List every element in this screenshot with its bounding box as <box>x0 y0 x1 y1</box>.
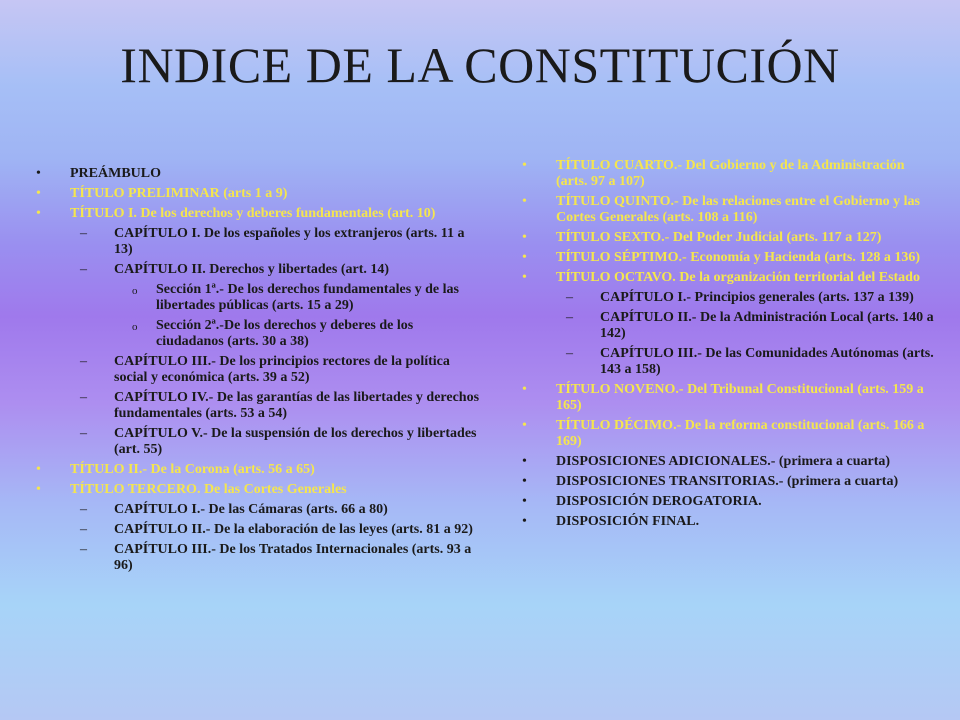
bullet-icon: • <box>522 494 527 509</box>
bullet-icon: • <box>36 166 41 181</box>
index-entry <box>36 262 480 278</box>
bullet-icon: • <box>522 418 527 433</box>
index-entry-text: CAPÍTULO III.- De las Comunidades Autónomas (arts. 143 a 158) <box>600 346 934 377</box>
right-index-list <box>522 158 934 530</box>
bullet-icon: • <box>522 194 527 209</box>
index-entry-text: TÍTULO CUARTO.- Del Gobierno y de la Administración (arts. 97 a 107) <box>556 158 905 189</box>
index-entry <box>522 454 934 470</box>
index-entry-text: CAPÍTULO II. Derechos y libertades (art. 14) <box>114 262 390 277</box>
bullet-icon: • <box>36 186 41 201</box>
index-entry <box>522 382 934 414</box>
index-entry <box>36 186 480 202</box>
bullet-icon: • <box>522 230 527 245</box>
index-entry <box>522 346 934 378</box>
index-entry <box>36 226 480 258</box>
dash-icon: – <box>80 542 87 557</box>
index-entry-text: TÍTULO TERCERO. De las Cortes Generales <box>70 482 347 497</box>
index-entry-text: CAPÍTULO I.- De las Cámaras (arts. 66 a 80) <box>114 502 388 517</box>
index-entry-text: TÍTULO NOVENO.- Del Tribunal Constitucional (arts. 159 a 165) <box>556 382 924 413</box>
bullet-icon: • <box>36 462 41 477</box>
index-entry <box>522 310 934 342</box>
index-entry-text: CAPÍTULO III.- De los Tratados Internacionales (arts. 93 a 96) <box>114 542 472 573</box>
circle-bullet-icon: o <box>132 321 138 333</box>
index-entry-text: TÍTULO OCTAVO. De la organización territorial del Estado <box>556 270 920 285</box>
index-entry-text: TÍTULO PRELIMINAR (arts 1 a 9) <box>70 186 288 201</box>
index-entry <box>36 354 480 386</box>
dash-icon: – <box>80 426 87 441</box>
index-entry-text: CAPÍTULO II.- De la Administración Local (arts. 140 a 142) <box>600 310 934 341</box>
dash-icon: – <box>80 522 87 537</box>
left-index-list <box>36 166 480 574</box>
index-entry <box>522 290 934 306</box>
index-entry-text: DISPOSICIÓN DEROGATORIA. <box>556 494 762 509</box>
index-entry-text: CAPÍTULO V.- De la suspensión de los derechos y libertades (art. 55) <box>114 426 477 457</box>
index-entry-text: DISPOSICIÓN FINAL. <box>556 514 700 529</box>
left-column <box>36 166 480 578</box>
index-entry-text: PREÁMBULO <box>70 166 161 181</box>
dash-icon: – <box>566 290 573 305</box>
index-entry-text: CAPÍTULO I. De los españoles y los extranjeros (arts. 11 a 13) <box>114 226 465 257</box>
index-entry <box>36 462 480 478</box>
index-entry <box>36 482 480 498</box>
index-entry-text: CAPÍTULO II.- De la elaboración de las leyes (arts. 81 a 92) <box>114 522 473 537</box>
index-entry <box>522 474 934 490</box>
index-entry-text: DISPOSICIONES TRANSITORIAS.- (primera a cuarta) <box>556 474 899 489</box>
dash-icon: – <box>80 354 87 369</box>
dash-icon: – <box>566 346 573 361</box>
index-entry <box>36 502 480 518</box>
index-entry <box>36 390 480 422</box>
bullet-icon: • <box>522 474 527 489</box>
bullet-icon: • <box>522 250 527 265</box>
index-entry <box>36 206 480 222</box>
index-entry <box>522 230 934 246</box>
dash-icon: – <box>80 390 87 405</box>
bullet-icon: • <box>522 158 527 173</box>
index-entry-text: TÍTULO I. De los derechos y deberes fundamentales (art. 10) <box>70 206 436 221</box>
index-entry <box>36 542 480 574</box>
bullet-icon: • <box>522 270 527 285</box>
index-entry <box>36 282 480 314</box>
index-entry <box>522 418 934 450</box>
index-entry <box>36 522 480 538</box>
index-entry <box>36 166 480 182</box>
page-title: INDICE DE LA CONSTITUCIÓN <box>120 37 840 93</box>
index-entry-text: DISPOSICIONES ADICIONALES.- (primera a cuarta) <box>556 454 891 469</box>
index-entry-text: CAPÍTULO I.- Principios generales (arts. 137 a 139) <box>600 290 914 305</box>
index-entry-text: Sección 2ª.-De los derechos y deberes de los ciudadanos (arts. 30 a 38) <box>156 318 414 349</box>
index-entry <box>522 250 934 266</box>
bullet-icon: • <box>522 454 527 469</box>
index-entry-text: CAPÍTULO III.- De los principios rectores de la política social y económica (arts. 39 a 52) <box>114 354 450 385</box>
bullet-icon: • <box>36 206 41 221</box>
index-entry <box>522 514 934 530</box>
index-entry-text: TÍTULO II.- De la Corona (arts. 56 a 65) <box>70 462 315 477</box>
index-entry <box>522 158 934 190</box>
dash-icon: – <box>80 502 87 517</box>
index-entry <box>522 194 934 226</box>
index-entry-text: CAPÍTULO IV.- De las garantías de las libertades y derechos fundamentales (arts. 53 a 54) <box>114 390 480 421</box>
index-entry-text: TÍTULO SEXTO.- Del Poder Judicial (arts. 117 a 127) <box>556 230 882 245</box>
dash-icon: – <box>80 226 87 241</box>
index-entry-text: TÍTULO SÉPTIMO.- Economía y Hacienda (arts. 128 a 136) <box>556 250 921 265</box>
bullet-icon: • <box>522 382 527 397</box>
index-entry <box>36 426 480 458</box>
index-entry-text: TÍTULO DÉCIMO.- De la reforma constitucional (arts. 166 a 169) <box>556 418 925 449</box>
bullet-icon: • <box>36 482 41 497</box>
index-entry <box>36 318 480 350</box>
index-entry <box>522 270 934 286</box>
bullet-icon: • <box>522 514 527 529</box>
index-entry-text: Sección 1ª.- De los derechos fundamentales y de las libertades públicas (arts. 15 a 29) <box>156 282 459 313</box>
dash-icon: – <box>80 262 87 277</box>
circle-bullet-icon: o <box>132 285 138 297</box>
dash-icon: – <box>566 310 573 325</box>
index-entry-text: TÍTULO QUINTO.- De las relaciones entre el Gobierno y las Cortes Generales (arts. 108 a 116) <box>556 194 920 225</box>
index-entry <box>522 494 934 510</box>
right-column <box>522 158 934 534</box>
